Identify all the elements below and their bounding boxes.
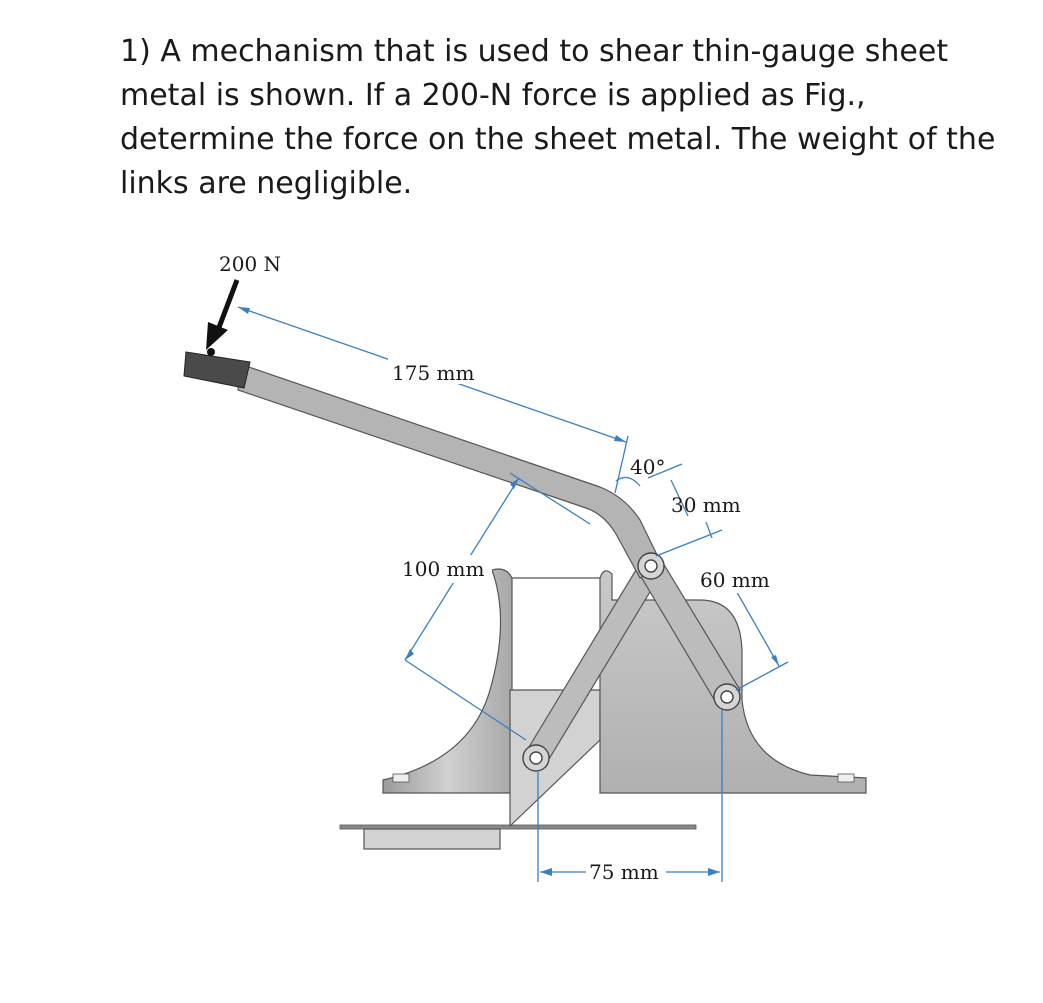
problem-line-3: determine the force on the sheet metal. The weight of the [120, 122, 996, 157]
dim-75-label: 75 mm [589, 860, 659, 884]
problem-line-2: metal is shown. If a 200-N force is applied as Fig., [120, 78, 866, 113]
right-bolt [838, 774, 854, 782]
dim-60-label: 60 mm [700, 568, 770, 592]
lever-grip [184, 352, 250, 388]
angle-label: 40° [630, 455, 666, 479]
dim-30-line [656, 480, 722, 556]
lever-handle [238, 364, 662, 578]
pin-ground [714, 684, 740, 710]
dim-175-label: 175 mm [392, 361, 475, 385]
force-arrow [206, 280, 237, 356]
pin-lever [638, 553, 664, 579]
left-frame [383, 569, 512, 793]
pin-blade [523, 745, 549, 771]
dim-30-label: 30 mm [671, 493, 741, 517]
left-bolt [393, 774, 409, 782]
force-label: 200 N [219, 252, 282, 276]
problem-line-4: links are negligible. [120, 166, 413, 201]
problem-line-1: 1) A mechanism that is used to shear thin-gauge sheet [120, 34, 949, 69]
sheet-support [364, 829, 500, 849]
dim-100-label: 100 mm [402, 557, 485, 581]
